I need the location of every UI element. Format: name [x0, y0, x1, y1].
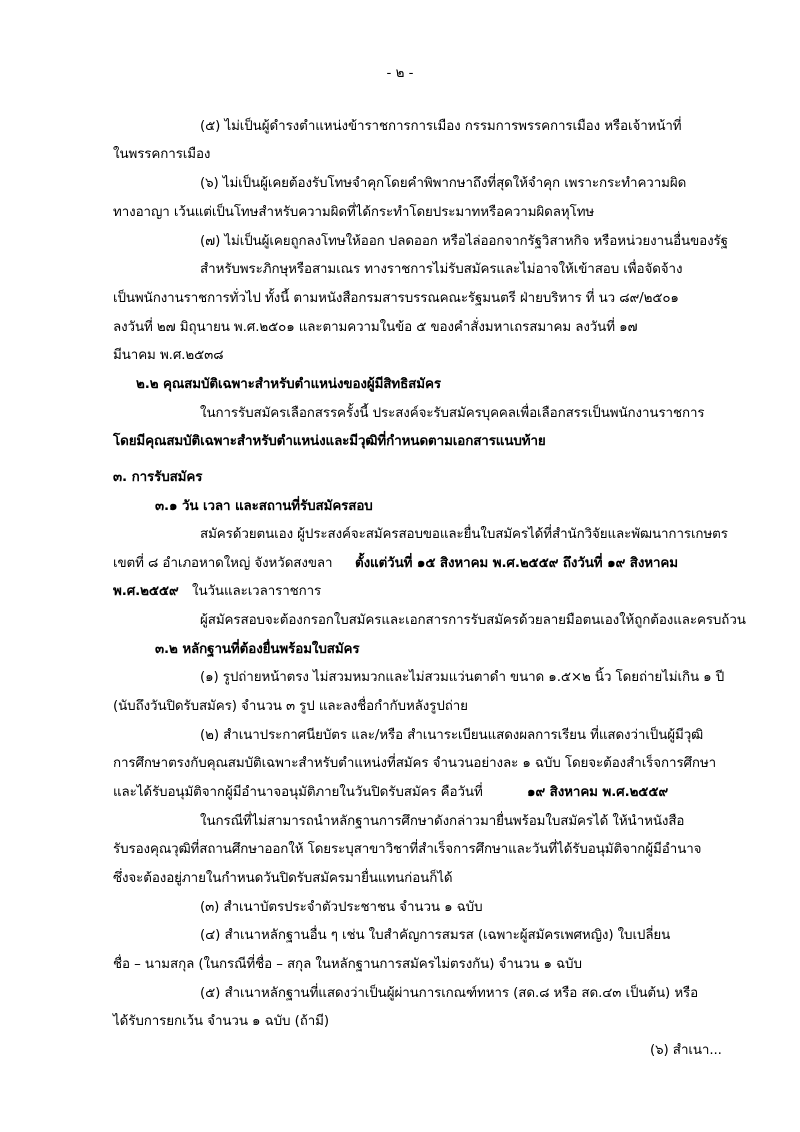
text-line: (๑) รูปถ่ายหน้าตรง ไม่สวมหมวกและไม่สวมแว่นตาดำ ขนาด ๑.๕×๒ นิ้ว โดยถ่ายไม่เกิน ๑ ปี: [200, 670, 725, 685]
text-line: ทางอาญา เว้นแต่เป็นโทษสำหรับความผิดที่ได้กระทำโดยประมาทหรือความผิดลหุโทษ: [113, 205, 595, 220]
text-line: (นับถึงวันปิดรับสมัคร) จำนวน ๓ รูป และลงชื่อกำกับหลังรูปถ่าย: [113, 699, 468, 714]
text-line: ลงวันที่ ๒๗ มิถุนายน พ.ศ.๒๕๐๑ และตามความในข้อ ๕ ของคำสั่งมหาเถรสมาคม ลงวันที่ ๑๗: [113, 320, 638, 335]
text-line: ในพรรคการเมือง: [113, 147, 211, 162]
text-line: (๖) ไม่เป็นผู้เคยต้องรับโทษจำคุกโดยคำพิพากษาถึงที่สุดให้จำคุก เพราะกระทำความผิด: [200, 176, 687, 191]
text-line: เขตที่ ๘ อำเภอหาดใหญ่ จังหวัดสงขลา: [113, 556, 333, 571]
subsection-heading: ๓.๑ วัน เวลา และสถานที่รับสมัครสอบ: [155, 499, 373, 514]
text-line: มีนาคม พ.ศ.๒๕๓๘: [113, 348, 224, 363]
text-line: และได้รับอนุมัติจากผู้มีอำนาจอนุมัติภายในวันปิดรับสมัคร คือวันที่: [113, 785, 483, 800]
text-line: การศึกษาตรงกับคุณสมบัติเฉพาะสำหรับตำแหน่งที่สมัคร จำนวนอย่างละ ๑ ฉบับ โดยจะต้องสำเร็จการศึกษา: [113, 756, 717, 771]
text-line: ชื่อ – นามสกุล (ในกรณีที่ชื่อ – สกุล ในหลักฐานการสมัครไม่ตรงกัน) จำนวน ๑ ฉบับ: [113, 957, 582, 972]
text-line: ในวันและเวลาราชการ: [192, 584, 322, 599]
text-line: สมัครด้วยตนเอง ผู้ประสงค์จะสมัครสอบขอและยื่นใบสมัครได้ที่สำนักวิจัยและพัฒนาการเกษตร: [200, 527, 728, 542]
text-line: (๕) ไม่เป็นผู้ดำรงตำแหน่งข้าราชการการเมือง กรรมการพรรคการเมือง หรือเจ้าหน้าที่: [200, 119, 682, 134]
text-line: (๔) สำเนาหลักฐานอื่น ๆ เช่น ใบสำคัญการสมรส (เฉพาะผู้สมัครเพศหญิง) ใบเปลี่ยน: [200, 928, 671, 943]
text-line: ผู้สมัครสอบจะต้องกรอกใบสมัครและเอกสารการรับสมัครด้วยลายมือตนเองให้ถูกต้องและครบถ้วน: [200, 613, 746, 628]
section-heading: ๒.๒ คุณสมบัติเฉพาะสำหรับตำแหน่งของผู้มีสิทธิสมัคร: [136, 377, 441, 392]
text-line: ในกรณีที่ไม่สามารถนำหลักฐานการศึกษาดังกล่าวมายื่นพร้อมใบสมัครได้ ให้นำหนังสือ: [200, 814, 685, 829]
text-line: (๗) ไม่เป็นผู้เคยถูกลงโทษให้ออก ปลดออก หรือไล่ออกจากรัฐวิสาหกิจ หรือหน่วยงานอื่นของรัฐ: [200, 234, 728, 249]
text-line-bold: โดยมีคุณสมบัติเฉพาะสำหรับตำแหน่งและมีวุฒิที่กำหนดตามเอกสารแนบท้าย: [113, 434, 546, 449]
text-line-bold: ๑๙ สิงหาคม พ.ศ.๒๕๕๙: [527, 785, 669, 800]
page-number: - ๒ -: [386, 66, 414, 81]
text-line: ในการรับสมัครเลือกสรรครั้งนี้ ประสงค์จะรับสมัครบุคคลเพื่อเลือกสรรเป็นพนักงานราชการ: [200, 406, 705, 421]
text-line: (๓) สำเนาบัตรประจำตัวประชาชน จำนวน ๑ ฉบับ: [200, 900, 483, 915]
text-line: รับรองคุณวุฒิที่สถานศึกษาออกให้ โดยระบุสาขาวิชาที่สำเร็จการศึกษาและวันที่ได้รับอนุมัติจากผู้มีอำนาจ: [113, 842, 702, 857]
subsection-heading: ๓.๒ หลักฐานที่ต้องยื่นพร้อมใบสมัคร: [155, 642, 360, 657]
text-line: ได้รับการยกเว้น จำนวน ๑ ฉบับ (ถ้ามี): [113, 1014, 329, 1029]
text-line: ซึ่งจะต้องอยู่ภายในกำหนดวันปิดรับสมัครมายื่นแทนก่อนก็ได้: [113, 871, 453, 886]
text-line: สำหรับพระภิกษุหรือสามเณร ทางราชการไม่รับสมัครและไม่อาจให้เข้าสอบ เพื่อจัดจ้าง: [200, 262, 683, 277]
text-line: (๒) สำเนาประกาศนียบัตร และ/หรือ สำเนาระเบียนแสดงผลการเรียน ที่แสดงว่าเป็นผู้มีวุฒิ: [200, 728, 704, 743]
text-line: เป็นพนักงานราชการทั่วไป ทั้งนี้ ตามหนังสือกรมสารบรรณคณะรัฐมนตรี ฝ่ายบริหาร ที่ นว ๘๙/๒๕๐๑: [113, 291, 679, 306]
text-line-bold: พ.ศ.๒๕๕๙: [113, 584, 179, 599]
text-line: (๕) สำเนาหลักฐานที่แสดงว่าเป็นผู้ผ่านการเกณฑ์ทหาร (สด.๘ หรือ สด.๔๓ เป็นต้น) หรือ: [200, 986, 699, 1001]
continuation-text: (๖) สำเนา...: [650, 1043, 722, 1058]
text-line-bold: ตั้งแต่วันที่ ๑๕ สิงหาคม พ.ศ.๒๕๕๙ ถึงวันที่ ๑๙ สิงหาคม: [355, 556, 679, 571]
section-heading: ๓. การรับสมัคร: [113, 470, 203, 485]
